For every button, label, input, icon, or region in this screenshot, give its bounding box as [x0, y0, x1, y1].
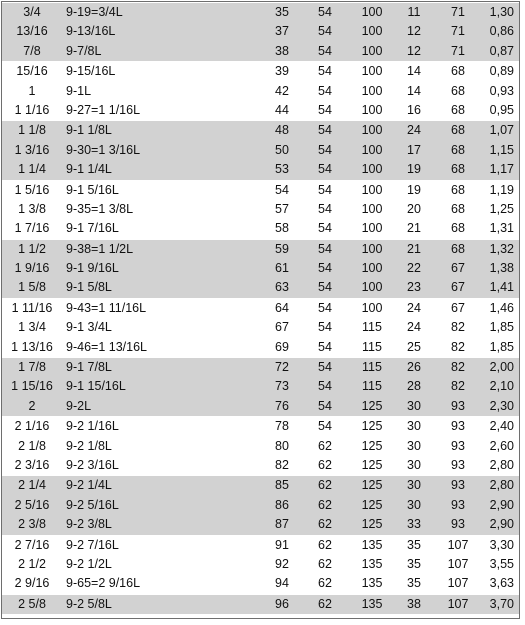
value-cell-3: 100: [361, 43, 383, 58]
value-cell-1: 44: [275, 102, 289, 117]
size-cell: 1 15/16: [11, 379, 53, 394]
code-cell: 9-2 3/16L: [66, 457, 119, 472]
value-cell-2: 54: [318, 201, 332, 216]
value-cell-1: 82: [275, 457, 289, 472]
size-cell: 1 3/4: [18, 320, 46, 335]
table-row: [2, 278, 519, 297]
table-row: [2, 377, 519, 396]
table-row: [2, 515, 519, 534]
value-cell-5: 67: [451, 300, 465, 315]
value-cell-2: 54: [318, 398, 332, 413]
value-cell-4: 11: [407, 5, 421, 19]
value-cell-3: 135: [361, 576, 383, 591]
value-cell-3: 100: [361, 280, 383, 295]
value-cell-2: 54: [318, 280, 332, 295]
value-cell-6: 2,30: [489, 398, 514, 413]
value-cell-3: 100: [361, 83, 383, 98]
table-row: [2, 318, 519, 337]
size-cell: 7/8: [23, 43, 41, 58]
code-cell: 9-1 3/4L: [66, 320, 112, 335]
value-cell-1: 39: [275, 64, 289, 79]
table-row: [2, 397, 519, 416]
size-cell: 13/16: [16, 24, 48, 39]
value-cell-1: 67: [275, 320, 289, 335]
table-row: [2, 475, 519, 495]
value-cell-5: 107: [447, 596, 469, 611]
table-row: [2, 535, 519, 555]
value-cell-4: 19: [407, 162, 421, 177]
code-cell: 9-35=1 3/8L: [66, 201, 134, 216]
value-cell-6: 1,41: [489, 280, 514, 295]
value-cell-4: 33: [407, 517, 421, 532]
code-cell: 9-2 1/2L: [66, 556, 112, 571]
value-cell-3: 125: [361, 457, 383, 472]
value-cell-5: 82: [451, 339, 465, 354]
code-cell: 9-43=1 11/16L: [66, 300, 147, 315]
value-cell-6: 1,15: [489, 142, 514, 157]
table-row: [2, 180, 519, 200]
size-cell: 1 1/8: [18, 123, 46, 138]
value-cell-4: 26: [407, 360, 421, 375]
table-row: [2, 22, 519, 41]
table-row: [2, 219, 519, 238]
value-cell-3: 125: [361, 438, 383, 453]
table-row: [2, 298, 519, 318]
code-cell: 9-7/8L: [66, 43, 102, 58]
value-cell-6: 0,86: [489, 24, 514, 39]
value-cell-6: 0,89: [489, 64, 514, 79]
value-cell-3: 125: [361, 398, 383, 413]
value-cell-2: 62: [318, 478, 332, 493]
value-cell-2: 54: [318, 300, 332, 315]
value-cell-6: 1,85: [489, 320, 514, 335]
value-cell-2: 62: [318, 537, 332, 552]
value-cell-1: 80: [275, 438, 289, 453]
value-cell-3: 100: [361, 24, 383, 39]
value-cell-2: 62: [318, 556, 332, 571]
value-cell-4: 35: [407, 537, 421, 552]
value-cell-6: 2,00: [489, 360, 514, 375]
value-cell-2: 54: [318, 43, 332, 58]
table-row: [2, 555, 519, 574]
code-cell: 9-1 5/16L: [66, 182, 119, 197]
value-cell-6: 1,17: [489, 162, 514, 177]
value-cell-1: 69: [275, 339, 289, 354]
value-cell-3: 135: [361, 596, 383, 611]
value-cell-1: 94: [275, 576, 289, 591]
value-cell-4: 14: [407, 83, 421, 98]
value-cell-6: 2,90: [489, 497, 514, 512]
value-cell-5: 82: [451, 379, 465, 394]
value-cell-4: 24: [407, 123, 421, 138]
value-cell-5: 68: [451, 241, 465, 256]
value-cell-2: 54: [318, 320, 332, 335]
value-cell-5: 68: [451, 162, 465, 177]
value-cell-4: 20: [407, 201, 421, 216]
table-row: [2, 239, 519, 259]
value-cell-5: 82: [451, 320, 465, 335]
table-row: [2, 574, 519, 593]
value-cell-4: 25: [407, 339, 421, 354]
table-row: [2, 338, 519, 357]
size-cell: 3/4: [23, 5, 41, 19]
value-cell-6: 0,95: [489, 102, 514, 117]
value-cell-2: 62: [318, 576, 332, 591]
value-cell-2: 54: [318, 339, 332, 354]
code-cell: 9-2 7/16L: [66, 537, 119, 552]
value-cell-2: 54: [318, 419, 332, 434]
table-row: [2, 200, 519, 219]
value-cell-5: 68: [451, 221, 465, 236]
value-cell-6: 1,19: [489, 182, 514, 197]
value-cell-2: 54: [318, 162, 332, 177]
code-cell: 9-2 5/16L: [66, 497, 119, 512]
value-cell-6: 2,80: [489, 457, 514, 472]
value-cell-1: 58: [275, 221, 289, 236]
value-cell-5: 107: [447, 576, 469, 591]
value-cell-4: 28: [407, 379, 421, 394]
value-cell-1: 37: [275, 24, 289, 39]
code-cell: 9-2 1/16L: [66, 419, 119, 434]
size-cell: 1 1/2: [18, 241, 46, 256]
size-table: [1, 1, 520, 619]
value-cell-6: 1,85: [489, 339, 514, 354]
value-cell-1: 86: [275, 497, 289, 512]
value-cell-1: 35: [275, 5, 289, 19]
table-row: [2, 42, 519, 61]
value-cell-3: 115: [362, 320, 382, 335]
size-cell: 15/16: [16, 64, 48, 79]
value-cell-4: 14: [407, 64, 421, 79]
value-cell-2: 54: [318, 360, 332, 375]
code-cell: 9-1 1/8L: [66, 123, 112, 138]
value-cell-3: 100: [361, 162, 383, 177]
value-cell-2: 54: [318, 83, 332, 98]
value-cell-6: 3,63: [489, 576, 514, 591]
value-cell-2: 62: [318, 596, 332, 611]
size-cell: 2 3/16: [14, 457, 50, 472]
value-cell-3: 100: [361, 64, 383, 79]
table-row: [2, 82, 519, 101]
code-cell: 9-1 7/16L: [66, 221, 119, 236]
value-cell-1: 50: [275, 142, 289, 157]
table-row: [2, 259, 519, 278]
value-cell-5: 68: [451, 182, 465, 197]
size-cell: 1: [28, 83, 36, 98]
code-cell: 9-27=1 1/16L: [66, 102, 141, 117]
size-cell: 2 3/8: [18, 517, 46, 532]
table-row: [2, 120, 519, 140]
value-cell-2: 62: [318, 517, 332, 532]
value-cell-1: 85: [275, 478, 289, 493]
value-cell-3: 100: [361, 182, 383, 197]
value-cell-6: 2,10: [489, 379, 514, 394]
value-cell-4: 35: [407, 576, 421, 591]
value-cell-6: 3,55: [489, 556, 514, 571]
size-cell: 1 3/8: [18, 201, 46, 216]
value-cell-4: 30: [407, 438, 421, 453]
table-row: [2, 594, 519, 614]
code-cell: 9-1 9/16L: [66, 261, 119, 276]
size-cell: 2 1/4: [18, 478, 46, 493]
value-cell-1: 57: [275, 201, 289, 216]
value-cell-4: 35: [407, 556, 421, 571]
size-cell: 1 9/16: [14, 261, 50, 276]
value-cell-4: 12: [407, 43, 421, 58]
value-cell-5: 93: [451, 457, 465, 472]
code-cell: 9-13/16L: [66, 24, 116, 39]
value-cell-2: 54: [318, 24, 332, 39]
value-cell-6: 2,40: [489, 419, 514, 434]
table-row: [2, 437, 519, 456]
value-cell-4: 30: [407, 478, 421, 493]
value-cell-6: 1,46: [489, 300, 514, 315]
value-cell-1: 96: [275, 596, 289, 611]
value-cell-3: 125: [361, 478, 383, 493]
size-cell: 1 7/8: [18, 360, 46, 375]
value-cell-6: 1,30: [489, 5, 514, 19]
value-cell-6: 3,30: [489, 537, 514, 552]
value-cell-5: 71: [451, 24, 465, 39]
value-cell-5: 68: [451, 201, 465, 216]
value-cell-1: 73: [275, 379, 289, 394]
value-cell-6: 1,07: [489, 123, 514, 138]
value-cell-1: 59: [275, 241, 289, 256]
value-cell-2: 54: [318, 182, 332, 197]
code-cell: 9-38=1 1/2L: [66, 241, 134, 256]
value-cell-6: 0,87: [489, 43, 514, 58]
value-cell-6: 0,93: [489, 83, 514, 98]
value-cell-4: 21: [407, 221, 421, 236]
code-cell: 9-65=2 9/16L: [66, 576, 141, 591]
value-cell-1: 78: [275, 419, 289, 434]
value-cell-3: 100: [361, 300, 383, 315]
value-cell-6: 2,60: [489, 438, 514, 453]
value-cell-4: 30: [407, 457, 421, 472]
code-cell: 9-1L: [66, 83, 92, 98]
size-cell: 1 11/16: [11, 300, 53, 315]
code-cell: 9-46=1 13/16L: [66, 339, 147, 354]
value-cell-3: 135: [361, 556, 383, 571]
value-cell-3: 135: [361, 537, 383, 552]
value-cell-3: 100: [361, 221, 383, 236]
table-row: [2, 141, 519, 160]
code-cell: 9-2 3/8L: [66, 517, 112, 532]
value-cell-3: 125: [361, 517, 383, 532]
value-cell-3: 115: [362, 360, 382, 375]
table-row: [2, 3, 519, 22]
table-row: [2, 456, 519, 475]
size-cell: 1 3/16: [14, 142, 50, 157]
size-cell: 1 5/8: [18, 280, 46, 295]
size-cell: 1 1/4: [18, 162, 46, 177]
table-row: [2, 357, 519, 377]
value-cell-1: 53: [275, 162, 289, 177]
value-cell-5: 93: [451, 438, 465, 453]
code-cell: 9-2 1/4L: [66, 478, 112, 493]
value-cell-5: 93: [451, 419, 465, 434]
size-cell: 2 7/16: [14, 537, 50, 552]
code-cell: 9-30=1 3/16L: [66, 142, 141, 157]
value-cell-3: 125: [361, 419, 383, 434]
value-cell-2: 54: [318, 221, 332, 236]
value-cell-3: 100: [361, 102, 383, 117]
value-cell-1: 92: [275, 556, 289, 571]
size-cell: 2 1/2: [18, 556, 46, 571]
value-cell-4: 30: [407, 398, 421, 413]
size-cell: 1 13/16: [11, 339, 53, 354]
value-cell-2: 54: [318, 241, 332, 256]
size-cell: 1 5/16: [14, 182, 50, 197]
value-cell-1: 91: [275, 537, 289, 552]
value-cell-1: 64: [275, 300, 289, 315]
value-cell-4: 12: [407, 24, 421, 39]
value-cell-1: 76: [275, 398, 289, 413]
value-cell-5: 107: [447, 537, 469, 552]
value-cell-5: 68: [451, 83, 465, 98]
value-cell-6: 2,80: [489, 478, 514, 493]
value-cell-3: 115: [362, 339, 382, 354]
size-cell: 1 7/16: [14, 221, 50, 236]
value-cell-3: 100: [361, 142, 383, 157]
code-cell: 9-1 15/16L: [66, 379, 126, 394]
value-cell-2: 54: [318, 261, 332, 276]
table-row: [2, 160, 519, 179]
value-cell-3: 115: [362, 379, 382, 394]
value-cell-6: 1,38: [489, 261, 514, 276]
value-cell-5: 68: [451, 102, 465, 117]
size-cell: 1 1/16: [14, 102, 50, 117]
code-cell: 9-1 1/4L: [66, 162, 112, 177]
value-cell-1: 63: [275, 280, 289, 295]
value-cell-2: 54: [318, 102, 332, 117]
table-row: [2, 416, 519, 436]
table-row: [2, 61, 519, 81]
size-cell: 2 5/16: [14, 497, 50, 512]
value-cell-4: 30: [407, 497, 421, 512]
value-cell-3: 100: [361, 201, 383, 216]
value-cell-2: 54: [318, 5, 332, 19]
value-cell-4: 38: [407, 596, 421, 611]
value-cell-3: 125: [361, 497, 383, 512]
value-cell-3: 100: [361, 123, 383, 138]
value-cell-6: 1,31: [489, 221, 514, 236]
table-row: [2, 101, 519, 120]
value-cell-4: 19: [407, 182, 421, 197]
value-cell-5: 93: [451, 398, 465, 413]
value-cell-4: 16: [407, 102, 421, 117]
table-body: [2, 3, 519, 614]
value-cell-1: 72: [275, 360, 289, 375]
code-cell: 9-2L: [66, 398, 92, 413]
value-cell-5: 93: [451, 517, 465, 532]
value-cell-5: 68: [451, 123, 465, 138]
size-cell: 2: [28, 398, 36, 413]
size-cell: 2 9/16: [14, 576, 50, 591]
value-cell-2: 62: [318, 438, 332, 453]
value-cell-6: 1,25: [489, 201, 514, 216]
code-cell: 9-1 7/8L: [66, 360, 112, 375]
value-cell-4: 23: [407, 280, 421, 295]
value-cell-2: 62: [318, 457, 332, 472]
value-cell-4: 30: [407, 419, 421, 434]
value-cell-5: 93: [451, 478, 465, 493]
value-cell-2: 54: [318, 142, 332, 157]
size-cell: 2 5/8: [18, 596, 46, 611]
value-cell-3: 100: [361, 5, 383, 19]
value-cell-2: 54: [318, 64, 332, 79]
value-cell-5: 82: [451, 360, 465, 375]
value-cell-4: 22: [407, 261, 421, 276]
size-cell: 2 1/8: [18, 438, 46, 453]
value-cell-6: 3,70: [489, 596, 514, 611]
value-cell-5: 71: [451, 5, 465, 19]
size-cell: 2 1/16: [14, 419, 50, 434]
value-cell-2: 54: [318, 379, 332, 394]
value-cell-6: 1,32: [489, 241, 514, 256]
value-cell-5: 93: [451, 497, 465, 512]
value-cell-4: 21: [407, 241, 421, 256]
value-cell-2: 54: [318, 123, 332, 138]
table-row: [2, 496, 519, 515]
value-cell-6: 2,90: [489, 517, 514, 532]
code-cell: 9-2 1/8L: [66, 438, 112, 453]
value-cell-1: 48: [275, 123, 289, 138]
value-cell-5: 68: [451, 64, 465, 79]
value-cell-1: 54: [275, 182, 289, 197]
value-cell-5: 107: [447, 556, 469, 571]
value-cell-5: 67: [451, 280, 465, 295]
value-cell-4: 17: [407, 142, 421, 157]
value-cell-4: 24: [407, 320, 421, 335]
value-cell-3: 100: [361, 261, 383, 276]
value-cell-1: 38: [275, 43, 289, 58]
value-cell-5: 67: [451, 261, 465, 276]
value-cell-1: 87: [275, 517, 289, 532]
code-cell: 9-15/16L: [66, 64, 116, 79]
value-cell-5: 71: [451, 43, 465, 58]
code-cell: 9-2 5/8L: [66, 596, 112, 611]
value-cell-1: 61: [275, 261, 289, 276]
value-cell-4: 24: [407, 300, 421, 315]
value-cell-2: 62: [318, 497, 332, 512]
value-cell-3: 100: [361, 241, 383, 256]
code-cell: 9-1 5/8L: [66, 280, 112, 295]
value-cell-5: 68: [451, 142, 465, 157]
value-cell-1: 42: [275, 83, 289, 98]
code-cell: 9-19=3/4L: [66, 5, 123, 19]
